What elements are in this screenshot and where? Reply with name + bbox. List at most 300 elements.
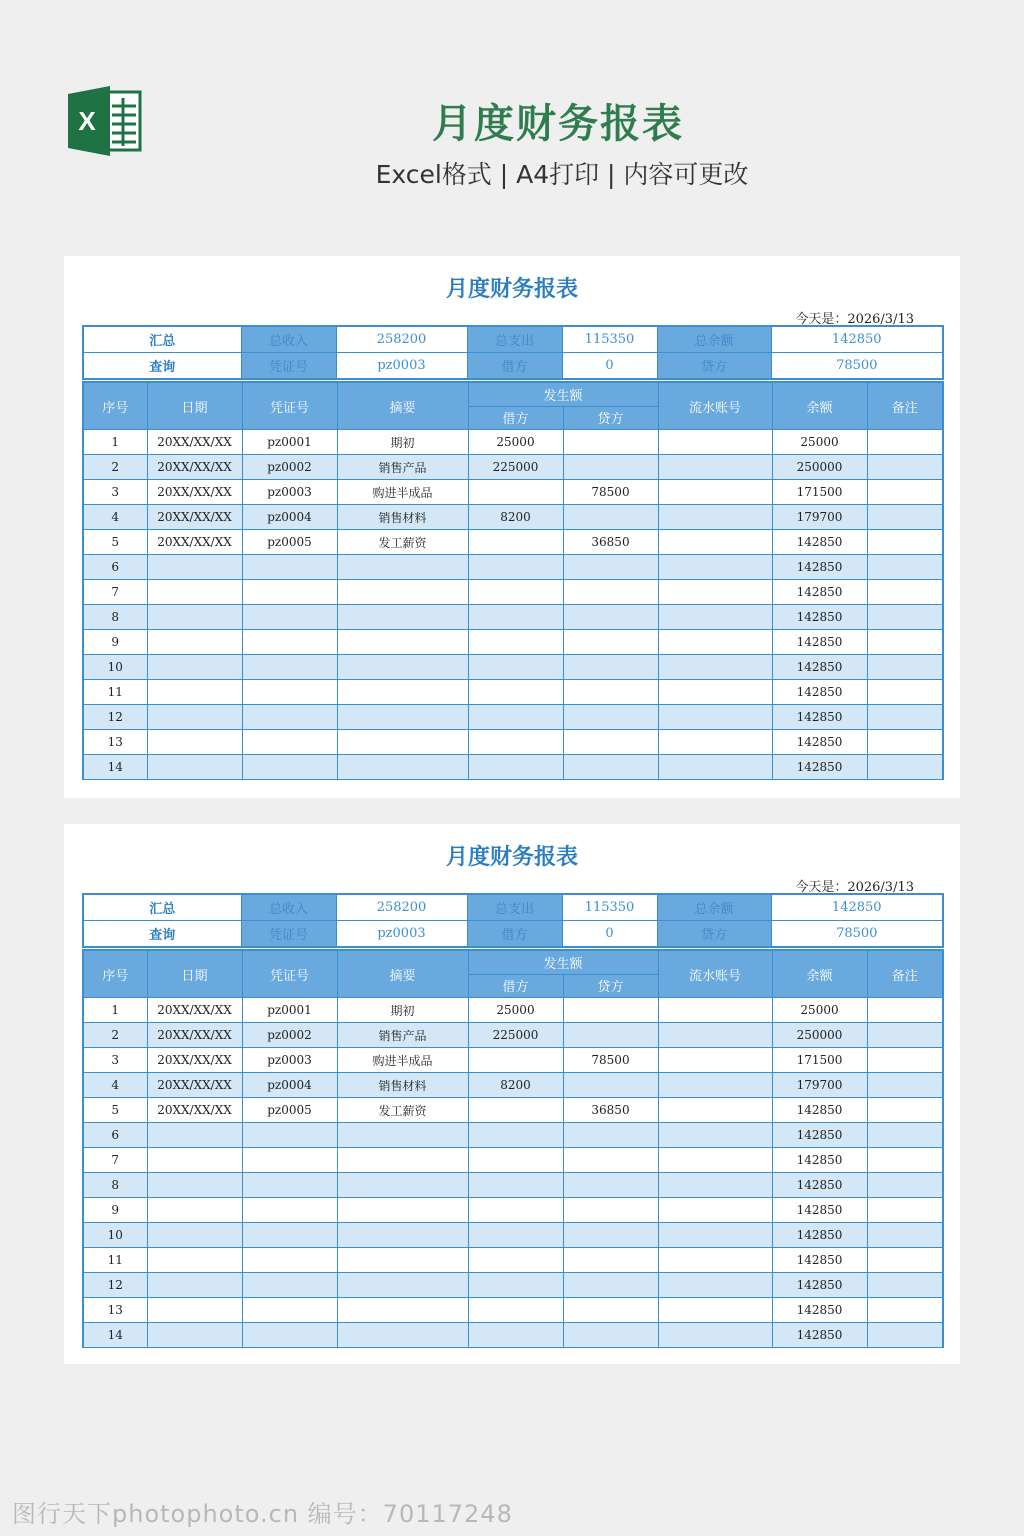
cell-note[interactable]	[867, 1123, 943, 1148]
cell-seq[interactable]: 4	[83, 505, 147, 530]
cell-summary[interactable]: 销售材料	[337, 1073, 468, 1098]
cell-voucher[interactable]	[242, 1223, 337, 1248]
cell-summary[interactable]: 购进半成品	[337, 480, 468, 505]
cell-credit[interactable]	[563, 755, 658, 780]
cell-credit[interactable]	[563, 505, 658, 530]
cell-balance[interactable]: 142850	[772, 705, 867, 730]
cell-seq[interactable]: 10	[83, 655, 147, 680]
cell-balance[interactable]: 179700	[772, 1073, 867, 1098]
query-debit-value[interactable]: 0	[562, 353, 657, 380]
cell-seq[interactable]: 3	[83, 480, 147, 505]
ledger-table	[82, 381, 944, 780]
cell-credit[interactable]	[563, 1198, 658, 1223]
cell-credit[interactable]	[563, 630, 658, 655]
cell-voucher[interactable]	[242, 755, 337, 780]
cell-credit[interactable]	[563, 555, 658, 580]
cell-seq[interactable]: 9	[83, 1198, 147, 1223]
table-row	[83, 1023, 943, 1048]
cell-debit[interactable]	[468, 1148, 563, 1173]
cell-seq[interactable]: 7	[83, 1148, 147, 1173]
cell-voucher[interactable]	[242, 580, 337, 605]
cell-debit[interactable]	[468, 530, 563, 555]
cell-seq[interactable]: 1	[83, 430, 147, 455]
cell-seq[interactable]: 5	[83, 1098, 147, 1123]
cell-debit[interactable]	[468, 655, 563, 680]
cell-debit[interactable]: 8200	[468, 1073, 563, 1098]
cell-account[interactable]	[658, 580, 772, 605]
cell-voucher[interactable]	[242, 1173, 337, 1198]
cell-credit[interactable]: 36850	[563, 530, 658, 555]
cell-debit[interactable]	[468, 1248, 563, 1273]
cell-balance[interactable]: 142850	[772, 580, 867, 605]
cell-date[interactable]: 20XX/XX/XX	[147, 505, 242, 530]
cell-debit[interactable]	[468, 730, 563, 755]
cell-voucher[interactable]	[242, 1198, 337, 1223]
cell-balance[interactable]: 142850	[772, 630, 867, 655]
cell-account[interactable]	[658, 680, 772, 705]
table-row	[83, 1048, 943, 1073]
cell-summary[interactable]	[337, 630, 468, 655]
cell-date[interactable]: 20XX/XX/XX	[147, 480, 242, 505]
cell-summary[interactable]: 销售材料	[337, 505, 468, 530]
cell-credit[interactable]	[563, 605, 658, 630]
cell-date[interactable]	[147, 555, 242, 580]
total-income-value[interactable]: 258200	[336, 894, 467, 921]
cell-date[interactable]: 20XX/XX/XX	[147, 998, 242, 1023]
cell-summary[interactable]: 发工薪资	[337, 530, 468, 555]
cell-note[interactable]	[867, 680, 943, 705]
col-note: 备注	[867, 382, 943, 430]
cell-summary[interactable]	[337, 755, 468, 780]
cell-note[interactable]	[867, 730, 943, 755]
cell-debit[interactable]	[468, 1123, 563, 1148]
cell-date[interactable]	[147, 755, 242, 780]
cell-summary[interactable]	[337, 680, 468, 705]
cell-balance[interactable]: 142850	[772, 555, 867, 580]
cell-note[interactable]	[867, 998, 943, 1023]
cell-summary[interactable]: 销售产品	[337, 1023, 468, 1048]
cell-account[interactable]	[658, 755, 772, 780]
cell-date[interactable]	[147, 680, 242, 705]
table-row	[83, 630, 943, 655]
cell-date[interactable]	[147, 1198, 242, 1223]
cell-debit[interactable]	[468, 755, 563, 780]
cell-summary[interactable]	[337, 730, 468, 755]
cell-voucher[interactable]: pz0003	[242, 1048, 337, 1073]
cell-summary[interactable]: 发工薪资	[337, 1098, 468, 1123]
cell-voucher[interactable]: pz0002	[242, 1023, 337, 1048]
col-summary: 摘要	[337, 950, 468, 998]
cell-note[interactable]	[867, 505, 943, 530]
cell-balance[interactable]: 142850	[772, 730, 867, 755]
cell-seq[interactable]: 6	[83, 555, 147, 580]
cell-date[interactable]	[147, 1323, 242, 1348]
cell-voucher[interactable]	[242, 605, 337, 630]
cell-credit[interactable]	[563, 1248, 658, 1273]
cell-credit[interactable]	[563, 1273, 658, 1298]
query-voucher-input[interactable]: pz0003	[336, 921, 467, 948]
cell-account[interactable]	[658, 605, 772, 630]
table-row	[83, 1248, 943, 1273]
cell-note[interactable]	[867, 705, 943, 730]
cell-balance[interactable]: 142850	[772, 1173, 867, 1198]
cell-voucher[interactable]: pz0004	[242, 1073, 337, 1098]
cell-account[interactable]	[658, 1173, 772, 1198]
cell-note[interactable]	[867, 655, 943, 680]
cell-credit[interactable]	[563, 1023, 658, 1048]
cell-credit[interactable]	[563, 1148, 658, 1173]
cell-seq[interactable]: 2	[83, 1023, 147, 1048]
cell-note[interactable]	[867, 1048, 943, 1073]
cell-account[interactable]	[658, 1198, 772, 1223]
cell-balance[interactable]: 142850	[772, 605, 867, 630]
cell-credit[interactable]	[563, 680, 658, 705]
table-row	[83, 1173, 943, 1198]
cell-date[interactable]	[147, 580, 242, 605]
cell-voucher[interactable]: pz0001	[242, 430, 337, 455]
cell-date[interactable]: 20XX/XX/XX	[147, 1098, 242, 1123]
cell-credit[interactable]	[563, 580, 658, 605]
cell-seq[interactable]: 8	[83, 605, 147, 630]
cell-summary[interactable]	[337, 1123, 468, 1148]
cell-note[interactable]	[867, 1323, 943, 1348]
cell-account[interactable]	[658, 998, 772, 1023]
cell-note[interactable]	[867, 1273, 943, 1298]
cell-summary[interactable]: 购进半成品	[337, 1048, 468, 1073]
cell-account[interactable]	[658, 1298, 772, 1323]
cell-seq[interactable]: 12	[83, 705, 147, 730]
cell-note[interactable]	[867, 1148, 943, 1173]
cell-voucher[interactable]: pz0001	[242, 998, 337, 1023]
cell-debit[interactable]	[468, 1298, 563, 1323]
table-row	[83, 1198, 943, 1223]
cell-account[interactable]	[658, 505, 772, 530]
cell-summary[interactable]: 期初	[337, 430, 468, 455]
table-row	[83, 505, 943, 530]
cell-note[interactable]	[867, 430, 943, 455]
cell-debit[interactable]	[468, 1173, 563, 1198]
cell-credit[interactable]: 78500	[563, 480, 658, 505]
cell-debit[interactable]	[468, 555, 563, 580]
cell-seq[interactable]: 1	[83, 998, 147, 1023]
cell-summary[interactable]	[337, 1148, 468, 1173]
cell-debit[interactable]	[468, 480, 563, 505]
cell-note[interactable]	[867, 530, 943, 555]
cell-voucher[interactable]	[242, 1123, 337, 1148]
cell-debit[interactable]	[468, 1323, 563, 1348]
cell-credit[interactable]	[563, 1298, 658, 1323]
query-credit-label: 贷方	[657, 921, 771, 948]
cell-debit[interactable]	[468, 605, 563, 630]
col-amount: 发生额	[468, 382, 658, 406]
cell-date[interactable]	[147, 655, 242, 680]
cell-credit[interactable]	[563, 455, 658, 480]
cell-summary[interactable]	[337, 580, 468, 605]
cell-summary[interactable]	[337, 555, 468, 580]
cell-account[interactable]	[658, 1223, 772, 1248]
query-credit-value[interactable]: 78500	[771, 353, 943, 380]
cell-note[interactable]	[867, 1248, 943, 1273]
cell-balance[interactable]: 142850	[772, 1223, 867, 1248]
cell-seq[interactable]: 2	[83, 455, 147, 480]
cell-date[interactable]	[147, 730, 242, 755]
cell-debit[interactable]	[468, 1223, 563, 1248]
cell-debit[interactable]	[468, 1198, 563, 1223]
cell-account[interactable]	[658, 655, 772, 680]
cell-seq[interactable]: 10	[83, 1223, 147, 1248]
cell-balance[interactable]: 142850	[772, 1198, 867, 1223]
cell-seq[interactable]: 12	[83, 1273, 147, 1298]
cell-summary[interactable]: 销售产品	[337, 455, 468, 480]
cell-date[interactable]	[147, 1173, 242, 1198]
cell-summary[interactable]	[337, 705, 468, 730]
cell-date[interactable]: 20XX/XX/XX	[147, 1023, 242, 1048]
cell-debit[interactable]	[468, 705, 563, 730]
cell-summary[interactable]	[337, 1198, 468, 1223]
cell-account[interactable]	[658, 705, 772, 730]
cell-note[interactable]	[867, 1298, 943, 1323]
cell-account[interactable]	[658, 1098, 772, 1123]
summary-table	[82, 325, 944, 380]
cell-date[interactable]: 20XX/XX/XX	[147, 455, 242, 480]
table-row	[83, 655, 943, 680]
cell-balance[interactable]: 250000	[772, 1023, 867, 1048]
cell-voucher[interactable]	[242, 1273, 337, 1298]
cell-voucher[interactable]	[242, 680, 337, 705]
cell-date[interactable]	[147, 605, 242, 630]
cell-balance[interactable]: 142850	[772, 655, 867, 680]
cell-balance[interactable]: 142850	[772, 1248, 867, 1273]
cell-debit[interactable]: 225000	[468, 455, 563, 480]
cell-note[interactable]	[867, 555, 943, 580]
cell-seq[interactable]: 14	[83, 755, 147, 780]
cell-seq[interactable]: 13	[83, 730, 147, 755]
cell-note[interactable]	[867, 1173, 943, 1198]
cell-voucher[interactable]	[242, 1248, 337, 1273]
cell-account[interactable]	[658, 480, 772, 505]
cell-balance[interactable]: 171500	[772, 1048, 867, 1073]
table-row	[83, 605, 943, 630]
cell-date[interactable]: 20XX/XX/XX	[147, 1048, 242, 1073]
cell-date[interactable]	[147, 1123, 242, 1148]
cell-balance[interactable]: 25000	[772, 430, 867, 455]
cell-voucher[interactable]	[242, 1323, 337, 1348]
cell-voucher[interactable]	[242, 655, 337, 680]
cell-voucher[interactable]	[242, 1298, 337, 1323]
cell-summary[interactable]	[337, 1273, 468, 1298]
cell-balance[interactable]: 142850	[772, 755, 867, 780]
cell-summary[interactable]	[337, 655, 468, 680]
cell-voucher[interactable]: pz0002	[242, 455, 337, 480]
col-credit: 贷方	[563, 406, 658, 430]
cell-account[interactable]	[658, 1273, 772, 1298]
query-label: 查询	[83, 353, 241, 380]
query-voucher-input[interactable]: pz0003	[336, 353, 467, 380]
total-expense-value[interactable]: 115350	[562, 326, 657, 353]
cell-date[interactable]	[147, 1273, 242, 1298]
cell-summary[interactable]	[337, 1323, 468, 1348]
total-balance-value[interactable]: 142850	[771, 326, 943, 353]
cell-account[interactable]	[658, 1148, 772, 1173]
cell-account[interactable]	[658, 530, 772, 555]
page-subtitle: Excel格式 | A4打印 | 内容可更改	[375, 160, 749, 189]
cell-debit[interactable]	[468, 630, 563, 655]
table-row	[83, 1273, 943, 1298]
col-summary: 摘要	[337, 382, 468, 430]
query-credit-value[interactable]: 78500	[771, 921, 943, 948]
cell-seq[interactable]: 8	[83, 1173, 147, 1198]
total-expense-value[interactable]: 115350	[562, 894, 657, 921]
cell-credit[interactable]	[563, 998, 658, 1023]
cell-note[interactable]	[867, 630, 943, 655]
cell-date[interactable]	[147, 1148, 242, 1173]
cell-note[interactable]	[867, 480, 943, 505]
table-row	[83, 555, 943, 580]
cell-note[interactable]	[867, 755, 943, 780]
cell-date[interactable]	[147, 1298, 242, 1323]
cell-balance[interactable]: 171500	[772, 480, 867, 505]
cell-credit[interactable]	[563, 1323, 658, 1348]
cell-credit[interactable]	[563, 730, 658, 755]
cell-summary[interactable]: 期初	[337, 998, 468, 1023]
cell-summary[interactable]	[337, 1223, 468, 1248]
cell-debit[interactable]: 25000	[468, 430, 563, 455]
cell-note[interactable]	[867, 1073, 943, 1098]
cell-credit[interactable]: 36850	[563, 1098, 658, 1123]
ledger-table	[82, 949, 944, 1348]
cell-voucher[interactable]: pz0004	[242, 505, 337, 530]
cell-credit[interactable]	[563, 655, 658, 680]
cell-voucher[interactable]	[242, 730, 337, 755]
cell-balance[interactable]: 25000	[772, 998, 867, 1023]
col-balance: 余额	[772, 950, 867, 998]
cell-credit[interactable]	[563, 705, 658, 730]
cell-balance[interactable]: 142850	[772, 1273, 867, 1298]
cell-credit[interactable]: 78500	[563, 1048, 658, 1073]
cell-debit[interactable]	[468, 680, 563, 705]
cell-seq[interactable]: 11	[83, 1248, 147, 1273]
cell-voucher[interactable]	[242, 630, 337, 655]
cell-note[interactable]	[867, 605, 943, 630]
cell-credit[interactable]	[563, 430, 658, 455]
cell-credit[interactable]	[563, 1173, 658, 1198]
cell-note[interactable]	[867, 1023, 943, 1048]
cell-date[interactable]	[147, 630, 242, 655]
table-row	[83, 998, 943, 1023]
col-debit: 借方	[468, 974, 563, 998]
cell-summary[interactable]	[337, 1173, 468, 1198]
cell-account[interactable]	[658, 630, 772, 655]
cell-seq[interactable]: 11	[83, 680, 147, 705]
cell-voucher[interactable]	[242, 1148, 337, 1173]
cell-account[interactable]	[658, 1248, 772, 1273]
cell-seq[interactable]: 6	[83, 1123, 147, 1148]
cell-balance[interactable]: 250000	[772, 455, 867, 480]
cell-debit[interactable]: 25000	[468, 998, 563, 1023]
col-account: 流水账号	[658, 950, 772, 998]
cell-date[interactable]	[147, 705, 242, 730]
cell-seq[interactable]: 5	[83, 530, 147, 555]
query-debit-value[interactable]: 0	[562, 921, 657, 948]
cell-credit[interactable]	[563, 1073, 658, 1098]
cell-seq[interactable]: 13	[83, 1298, 147, 1323]
cell-summary[interactable]	[337, 1248, 468, 1273]
cell-summary[interactable]	[337, 1298, 468, 1323]
cell-summary[interactable]	[337, 605, 468, 630]
cell-date[interactable]: 20XX/XX/XX	[147, 430, 242, 455]
cell-debit[interactable]	[468, 580, 563, 605]
table-row	[83, 1323, 943, 1348]
cell-balance[interactable]: 142850	[772, 1123, 867, 1148]
cell-date[interactable]	[147, 1248, 242, 1273]
total-income-label: 总收入	[241, 326, 336, 353]
total-balance-value[interactable]: 142850	[771, 894, 943, 921]
cell-seq[interactable]: 9	[83, 630, 147, 655]
cell-voucher[interactable]: pz0005	[242, 530, 337, 555]
cell-balance[interactable]: 142850	[772, 1323, 867, 1348]
cell-account[interactable]	[658, 455, 772, 480]
cell-balance[interactable]: 142850	[772, 530, 867, 555]
cell-date[interactable]: 20XX/XX/XX	[147, 1073, 242, 1098]
cell-account[interactable]	[658, 1048, 772, 1073]
cell-debit[interactable]	[468, 1273, 563, 1298]
cell-debit[interactable]: 225000	[468, 1023, 563, 1048]
cell-credit[interactable]	[563, 1223, 658, 1248]
cell-seq[interactable]: 7	[83, 580, 147, 605]
cell-balance[interactable]: 142850	[772, 680, 867, 705]
cell-voucher[interactable]: pz0005	[242, 1098, 337, 1123]
cell-note[interactable]	[867, 1223, 943, 1248]
total-expense-label: 总支出	[467, 326, 562, 353]
cell-note[interactable]	[867, 1098, 943, 1123]
cell-account[interactable]	[658, 730, 772, 755]
col-date: 日期	[147, 382, 242, 430]
table-row	[83, 580, 943, 605]
cell-account[interactable]	[658, 1123, 772, 1148]
cell-credit[interactable]	[563, 1123, 658, 1148]
cell-seq[interactable]: 14	[83, 1323, 147, 1348]
query-debit-label: 借方	[467, 921, 562, 948]
cell-account[interactable]	[658, 1073, 772, 1098]
col-debit: 借方	[468, 406, 563, 430]
cell-voucher[interactable]	[242, 555, 337, 580]
cell-account[interactable]	[658, 1323, 772, 1348]
cell-debit[interactable]: 8200	[468, 505, 563, 530]
summary-table	[82, 893, 944, 948]
cell-date[interactable]: 20XX/XX/XX	[147, 530, 242, 555]
cell-debit[interactable]	[468, 1048, 563, 1073]
cell-debit[interactable]	[468, 1098, 563, 1123]
table-row	[83, 730, 943, 755]
cell-account[interactable]	[658, 1023, 772, 1048]
cell-seq[interactable]: 3	[83, 1048, 147, 1073]
cell-balance[interactable]: 142850	[772, 1148, 867, 1173]
cell-balance[interactable]: 142850	[772, 1298, 867, 1323]
cell-note[interactable]	[867, 580, 943, 605]
cell-note[interactable]	[867, 455, 943, 480]
cell-account[interactable]	[658, 555, 772, 580]
cell-voucher[interactable]	[242, 705, 337, 730]
table-row	[83, 680, 943, 705]
cell-account[interactable]	[658, 430, 772, 455]
cell-voucher[interactable]: pz0003	[242, 480, 337, 505]
cell-seq[interactable]: 4	[83, 1073, 147, 1098]
cell-balance[interactable]: 142850	[772, 1098, 867, 1123]
total-income-value[interactable]: 258200	[336, 326, 467, 353]
cell-date[interactable]	[147, 1223, 242, 1248]
cell-balance[interactable]: 179700	[772, 505, 867, 530]
cell-note[interactable]	[867, 1198, 943, 1223]
